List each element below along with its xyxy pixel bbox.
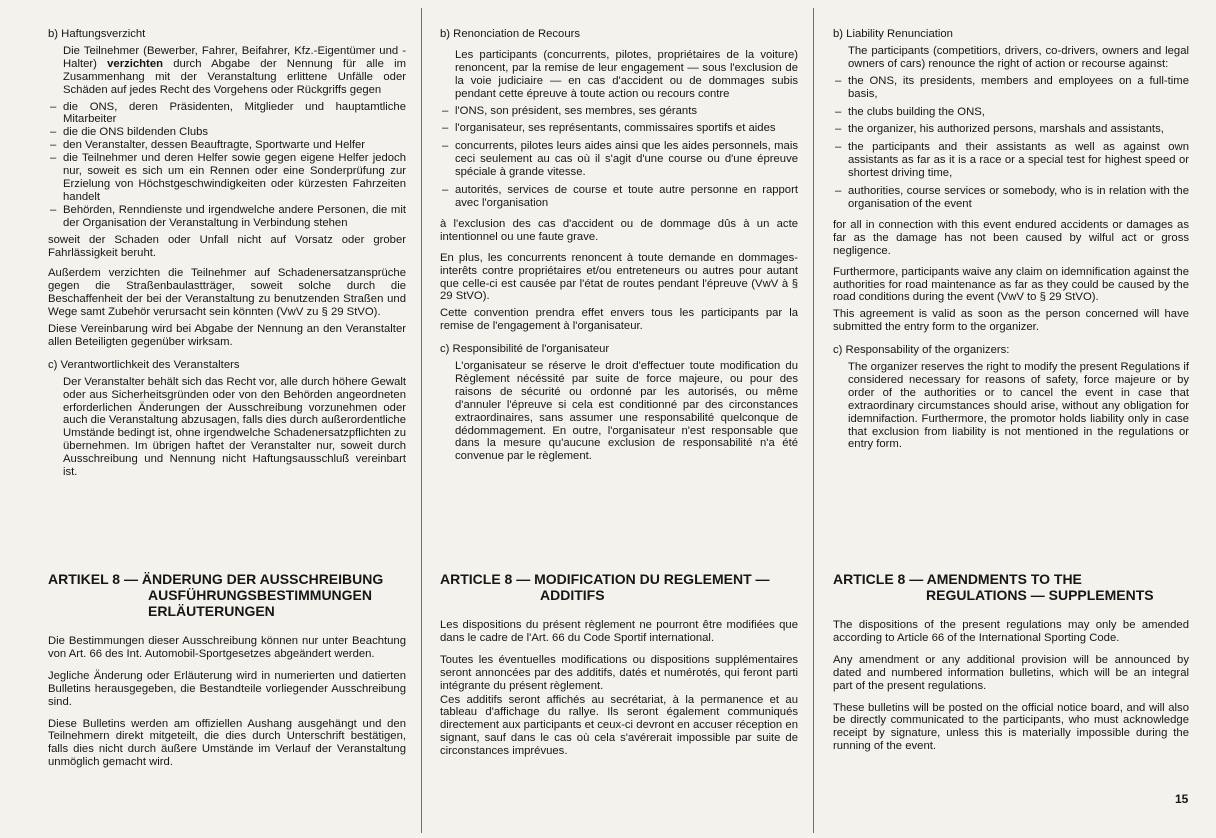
waiver-intro: Die Teilnehmer (Bewerber, Fahrer, Beifahrer, Kfz.-Eigentümer und -Halter) verzichten durch Abgabe der Nennung für alle im Zusammenhang mit der Veranstaltung erlittene Unfälle oder Schäden auf jedes Recht des Vorgehens oder Rückgriffs gegen	[63, 44, 406, 96]
waiver-exception: for all in connection with this event endured accidents or damages as far as the damage has not been caused by wilful act or gross negligence.	[833, 218, 1189, 257]
road-waiver: Außerdem verzichten die Teilnehmer auf Schadenersatzansprüche gegen die Straßenbaulastträger, soweit solche durch die Beschaffenheit der bei der Veranstaltung zu benutzenden Straßen und Wege samt Zubehör verursacht sein könnten (VwV zu § 29 StVO).	[48, 267, 406, 319]
list-item: – die die ONS bildenden Clubs	[48, 126, 406, 139]
article-8-en	[833, 571, 1189, 762]
list-item: – die Teilnehmer und deren Helfer sowie gegen eigene Helfer jedoch nur, soweit es sich um ein Rennen oder eine Sonderprüfung zur Erzielung von Höchstgeschwindigkeiten oder kürzesten Fahrzeiten handelt	[48, 152, 406, 204]
waiver-intro: The participants (competitiors, drivers, co-drivers, owners and legal owners of cars) renounce the right of action or recourse against:	[848, 44, 1189, 70]
liability-section-en	[833, 28, 1189, 455]
organizer-responsibility: The organizer reserves the right to modify the present Regulations if considered necessary for reasons of safety, force majeure or by order of the authorities or to cancel the event in case that extraordinary circumstances should arise, without any obligation for idemnifaction. Furthermore, the promotor holds liability only in case that exclusion from liability is not mentioned in the regulations or entry form.	[848, 361, 1189, 451]
column-divider	[421, 8, 422, 833]
article-8-fr	[440, 571, 798, 767]
list-item: – authorities, course services or somebody, who is in relation with the organisation of the event	[833, 185, 1189, 211]
section-heading-b: b) Liability Renunciation	[833, 28, 953, 40]
road-waiver: En plus, les concurrents renoncent à toute demande en dommages-interêts contre propriétaires et/ou entreteneurs ou autres pour autant que celle-ci est causée par l'état de routes pendant l'épreuve (VwV à § 29 StVO).	[440, 251, 798, 303]
section-heading-b: b) Renonciation de Recours	[440, 28, 581, 40]
article-paragraph: Jegliche Änderung oder Erläuterung wird in numerierten und datierten Bulletins herausgegeben, die Bestandteile vorliegender Ausschreibung sind.	[48, 669, 406, 708]
list-item: – l'ONS, son président, ses membres, ses gérants	[440, 105, 798, 118]
page-number: 15	[1175, 792, 1189, 806]
article-paragraph: Les dispositions du présent règlement ne pourront être modifiées que dans le cadre de l'Art. 66 du Code Sportif international.	[440, 619, 798, 644]
article-paragraph: Any amendment or any additional provision will be announced by dated and numbered information bulletins, which will be an integral part of the present regulations.	[833, 653, 1189, 692]
article-paragraph: Die Bestimmungen dieser Ausschreibung können nur unter Beachtung von Art. 66 des Int. Automobil-Sportgesetzes abgeändert werden.	[48, 635, 406, 660]
waiver-list	[833, 75, 1189, 211]
list-item: – the organizer, his authorized persons, marshals and assistants,	[833, 123, 1189, 136]
road-waiver: Furthermore, participants waive any claim on idemnification against the authorities for road maintenance as far as they could be caused by the road conditions during the event (VwV to § 29 StVO).	[833, 265, 1189, 304]
list-item: – Behörden, Renndienste und irgendwelche andere Personen, die mit der Organisation der Veranstaltung in Verbindung stehen	[48, 204, 406, 230]
list-item: – den Veranstalter, dessen Beauftragte, Sportwarte und Helfer	[48, 139, 406, 152]
waiver-exception: soweit der Schaden oder Unfall nicht auf Vorsatz oder grober Fahrlässigkeit beruht.	[48, 233, 406, 259]
article-title: ARTICLE 8 — AMENDMENTS TO THE REGULATIONS — SUPPLEMENTS	[833, 571, 1154, 603]
article-paragraph: These bulletins will be posted on the official notice board, and will also be directly communicated to the participants, who must acknowledge receipt by signature, unless this is materially impossible during the running of the event.	[833, 701, 1189, 753]
column-divider	[813, 8, 814, 833]
french-column	[440, 0, 798, 838]
agreement-validity: Cette convention prendra effet envers tous les participants par la remise de l'engagement à l'organisateur.	[440, 307, 798, 333]
article-title: ARTIKEL 8 — ÄNDERUNG DER AUSSCHREIBUNG AUSFÜHRUNGSBESTIMMUNGEN ERLÄUTERUNGEN	[48, 571, 384, 619]
article-paragraph: The dispositions of the present regulations may only be amended according to Article 66 of the International Sporting Code.	[833, 619, 1189, 644]
list-item: – the ONS, its presidents, members and employees on a full-time basis,	[833, 75, 1189, 101]
waiver-exception: à l'exclusion des cas d'accident ou de dommage dûs à un acte intentionnel ou une faute grave.	[440, 217, 798, 243]
english-column	[833, 0, 1189, 838]
agreement-validity: Diese Vereinbarung wird bei Abgabe der Nennung an den Veranstalter allen Beteiligten gegenüber wirksam.	[48, 323, 406, 348]
waiver-list	[440, 105, 798, 210]
waiver-list	[48, 101, 406, 230]
article-8-de	[48, 571, 406, 778]
list-item: – l'organisateur, ses représentants, commissaires sportifs et aides	[440, 122, 798, 135]
section-heading-c: c) Responsibilité de l'organisateur	[440, 343, 610, 356]
german-column	[48, 0, 406, 838]
article-title: ARTICLE 8 — MODIFICATION DU REGLEMENT — ADDITIFS	[440, 571, 770, 603]
agreement-validity: This agreement is valid as soon as the person concerned will have submitted the entry form to the organizer.	[833, 308, 1189, 334]
list-item: – the participants and their assistants as well as against own assistants as far as it is a race or a special test for highest speed or shortest driving time,	[833, 141, 1189, 180]
article-paragraph: Toutes les éventuelles modifications ou dispositions supplémentaires seront annoncées par des additifs, datés et numérotés, qui feront parti intégrante du présent règlement.	[440, 653, 798, 692]
list-item: – the clubs building the ONS,	[833, 106, 1189, 119]
list-item: – concurrents, pilotes leurs aides ainsi que les aides personnels, mais ceci seulement au cas où il s'agit d'une course ou d'une épreuve spéciale à grande vitesse.	[440, 140, 798, 179]
waiver-intro: Les participants (concurrents, pilotes, propriétaires de la voiture) renoncent, par la remise de leur engagement — sous l'exclusion de la voie judiciaire — en cas d'accident ou de dommages subis pendant cette épreuve à toute action ou recours contre	[455, 48, 798, 100]
organizer-responsibility: Der Veranstalter behält sich das Recht vor, alle durch höhere Gewalt oder aus Sicherheitsgründen oder von den Behörden angeordneten erforderlichen Änderungen der Ausschreibung vorzunehmen oder auch die Veranstaltung abzusagen, falls dies durch außerordentliche Umstände bedingt ist, ohne irgendwelche Schadenersatzpflichten zu übernehmen. Im übrigen haftet der Veranstalter nur, soweit durch Ausschreibung und Nennung nicht Haftungsausschluß vereinbart ist.	[63, 375, 406, 479]
list-item: – die ONS, deren Präsidenten, Mitglieder und hauptamtliche Mitarbeiter	[48, 101, 406, 127]
article-paragraph: Ces additifs seront affichés au secrétariat, à la permanence et au tableau d'affichage du rallye. Ils seront également communiqués directement aux participants et ceux-ci devront en accuser réception en signant, sauf dans le cas où cela s'avérerait impossible par suite de circonstances imprévues.	[440, 693, 798, 758]
section-heading-b: b) Haftungsverzicht	[48, 28, 146, 40]
section-heading-c: c) Verantwortlichkeit des Veranstalters	[48, 358, 240, 371]
list-item: – autorités, services de course et toute autre personne en rapport avec l'organisation	[440, 184, 798, 210]
liability-section-fr	[440, 28, 798, 467]
liability-section-de	[48, 28, 406, 483]
organizer-responsibility: L'organisateur se réserve le droit d'effectuer toute modification du Règlement nécéssité par suite de force majeure, ou pour des raisons de sécurité ou ordonné par les autorisés, ou même d'annuler l'épreuve si cela est conditionné par des circonstances extraordinaires, sans assumer une responsabilité quelconque de dédommagement. En outre, l'organisateur n'est responsable que dans la mesure qu'aucune exclusion de responsabilité n'a été convenue par le règlement.	[455, 360, 798, 463]
article-paragraph: Diese Bulletins werden am offiziellen Aushang ausgehängt und den Teilnehmern direkt mitgeteilt, die dies durch Unterschrift bestätigen, falls dies nicht durch äußere Umstände im Verlauf der Veranstaltung unmöglich gemacht wird.	[48, 717, 406, 769]
section-heading-c: c) Responsability of the organizers:	[833, 344, 1010, 357]
